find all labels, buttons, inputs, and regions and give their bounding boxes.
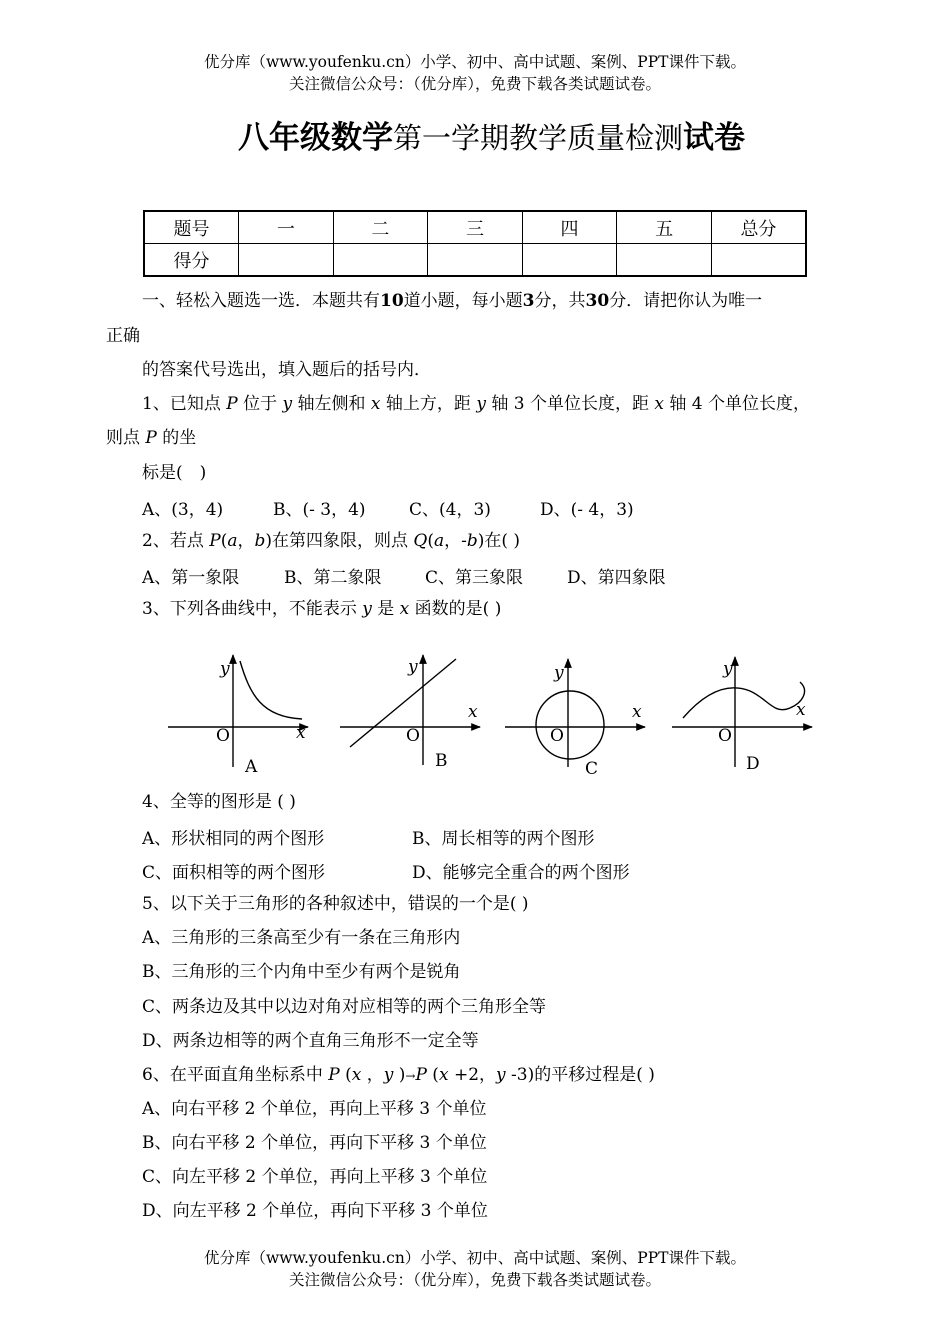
q2-option-a[interactable]: A、第一象限 [142, 568, 240, 588]
question-6-stem: 6、在平面直角坐标系中 P (x ，y )→P (x +2，y -3)的平移过程是( ) [142, 1065, 655, 1085]
q4-option-a[interactable]: A、形状相同的两个图形 [142, 829, 325, 849]
page-title [238, 112, 745, 157]
q6-option-c[interactable]: C、向左平移 2 个单位，再向上平移 3 个单位 [142, 1167, 488, 1187]
question-2-stem: 2、若点 P(a，b)在第四象限，则点 Q(a，-b)在( ) [142, 531, 521, 551]
question-5-stem: 5、以下关于三角形的各种叙述中，错误的一个是( ) [142, 894, 529, 914]
graph-a-hyperbola-curve [240, 661, 302, 719]
score-cell-header: 总分 [711, 211, 806, 244]
question-1-stem-line-3: 标是( ) [142, 463, 207, 483]
graph-b-label: B [435, 751, 448, 771]
score-cell-header: 二 [333, 211, 428, 244]
graph-c-x-label: x [632, 702, 642, 722]
graph-a-origin: O [216, 726, 230, 746]
score-cell-label: 得分 [144, 244, 239, 277]
q5-option-b[interactable]: B、三角形的三个内角中至少有两个是锐角 [142, 962, 461, 982]
graph-c-origin: O [550, 726, 564, 746]
score-cell-header: 四 [522, 211, 617, 244]
question-3-graphs [150, 645, 830, 785]
score-cell-header: 三 [428, 211, 523, 244]
title-part-1: 八年级数学 [238, 120, 393, 156]
graph-c-circle [536, 691, 604, 759]
graph-c-label: C [585, 759, 599, 779]
q1-option-c[interactable]: C、(4，3) [409, 500, 491, 520]
graph-d-y-label: y [723, 659, 733, 679]
score-cell-empty[interactable] [617, 244, 712, 277]
section-intro-line-3: 的答案代号选出，填入题后的括号内． [142, 360, 431, 380]
footer-line-2: 关注微信公众号：（优分库），免费下载各类试题试卷。 [288, 1271, 661, 1289]
score-cell-header: 一 [239, 211, 334, 244]
score-cell-header: 五 [617, 211, 712, 244]
score-cell-empty[interactable] [711, 244, 806, 277]
q4-option-d[interactable]: D、能够完全重合的两个图形 [412, 863, 630, 883]
graph-a-x-label: x [296, 723, 306, 743]
graph-d-x-label: x [796, 700, 806, 720]
mapping-arrow: → [405, 1069, 416, 1083]
title-part-2: 第一学期教学质量检测 [393, 121, 684, 155]
graph-c[interactable] [505, 659, 645, 779]
graph-a[interactable] [168, 655, 308, 777]
question-3-stem: 3、下列各曲线中，不能表示 y 是 x 函数的是( ) [142, 599, 502, 619]
q2-option-b[interactable]: B、第二象限 [284, 568, 382, 588]
q2-option-d[interactable]: D、第四象限 [567, 568, 666, 588]
q6-option-a[interactable]: A、向右平移 2 个单位，再向上平移 3 个单位 [142, 1099, 487, 1119]
graph-d-origin: O [718, 726, 732, 746]
question-1-stem: 1、已知点 P 位于 y 轴左侧和 x 轴上方，距 y 轴 3 个单位长度，距 x 轴 4 个单位长度， [142, 394, 810, 414]
question-1-stem-line-2: 则点 P 的坐 [106, 428, 197, 448]
graph-b-y-label: y [408, 657, 418, 677]
header-line-1: 优分库（www.youfenku.cn）小学、初中、高中试题、案例、PPT课件下载。 [203, 53, 747, 71]
footer-line-1: 优分库（www.youfenku.cn）小学、初中、高中试题、案例、PPT课件下载。 [203, 1249, 747, 1267]
score-table-header-row [144, 211, 806, 244]
graph-b-straight-line [350, 659, 456, 747]
q1-option-b[interactable]: B、(- 3，4) [273, 500, 366, 520]
graph-b[interactable] [340, 655, 480, 771]
graph-b-origin: O [406, 726, 420, 746]
question-1-options [0, 495, 950, 519]
graph-d[interactable] [672, 657, 812, 774]
section-intro-line-2: 正确 [106, 326, 140, 346]
score-cell-header: 题号 [144, 211, 239, 244]
graph-b-x-label: x [468, 702, 478, 722]
q5-option-c[interactable]: C、两条边及其中以边对角对应相等的两个三角形全等 [142, 997, 547, 1017]
question-4-stem: 4、全等的图形是 ( ) [142, 792, 296, 812]
q6-option-d[interactable]: D、向左平移 2 个单位，再向下平移 3 个单位 [142, 1201, 488, 1221]
score-cell-empty[interactable] [522, 244, 617, 277]
graph-a-label: A [245, 757, 258, 777]
section-intro: 一、轻松入题选一选．本题共有10道小题，每小题3分，共30分．请把你认为唯一 [142, 291, 763, 311]
score-cell-empty[interactable] [333, 244, 428, 277]
header-line-2: 关注微信公众号：（优分库），免费下载各类试题试卷。 [288, 75, 661, 93]
score-cell-empty[interactable] [239, 244, 334, 277]
graph-d-cubic-curve [683, 682, 805, 718]
graph-d-label: D [746, 754, 760, 774]
title-part-3: 试卷 [683, 120, 746, 156]
question-4-options-row-1 [0, 824, 950, 848]
q4-option-c[interactable]: C、面积相等的两个图形 [142, 863, 326, 883]
score-cell-empty[interactable] [428, 244, 523, 277]
graph-a-y-label: y [220, 659, 230, 679]
q1-option-a[interactable]: A、(3，4) [142, 500, 224, 520]
question-4-options-row-2 [0, 858, 950, 882]
score-table [143, 210, 807, 277]
q6-option-b[interactable]: B、向右平移 2 个单位，再向下平移 3 个单位 [142, 1133, 487, 1153]
q5-option-d[interactable]: D、两条边相等的两个直角三角形不一定全等 [142, 1031, 479, 1051]
q1-option-d[interactable]: D、(- 4，3) [540, 500, 634, 520]
question-2-options [0, 563, 950, 587]
q2-option-c[interactable]: C、第三象限 [425, 568, 524, 588]
q5-option-a[interactable]: A、三角形的三条高至少有一条在三角形内 [142, 928, 461, 948]
graph-c-y-label: y [554, 663, 564, 683]
q4-option-b[interactable]: B、周长相等的两个图形 [412, 829, 595, 849]
score-table-score-row [144, 244, 806, 277]
